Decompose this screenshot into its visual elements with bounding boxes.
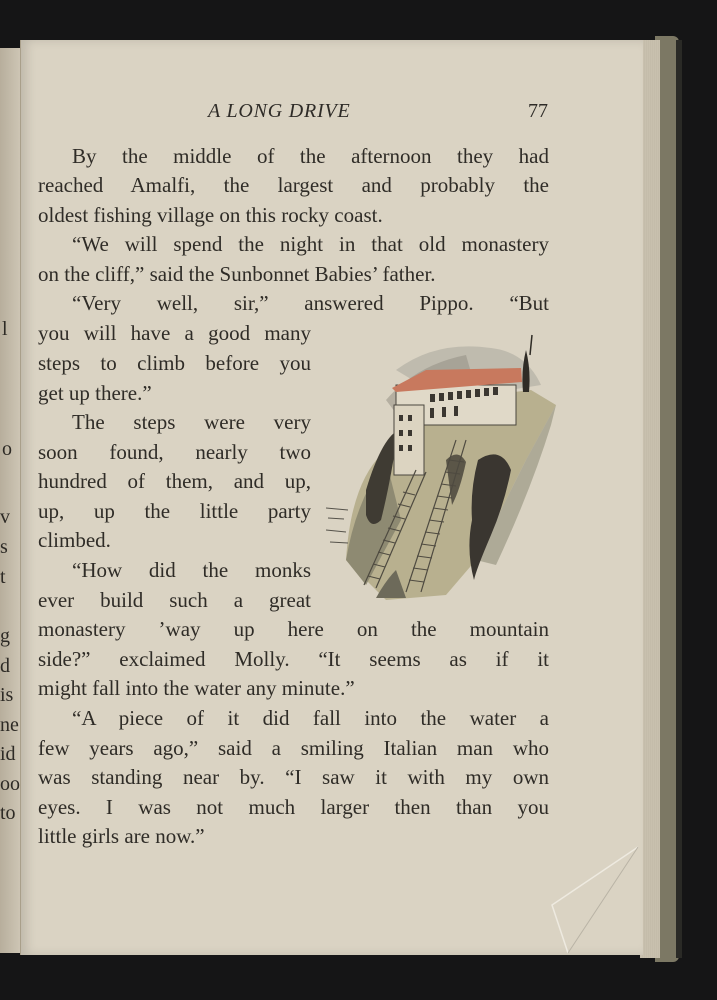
left-page-fragment: s: [0, 536, 8, 558]
left-page-fragment: o: [2, 438, 12, 460]
text-line: By the middle of the afternoon they had: [72, 144, 549, 168]
text-line: “How did the monks: [72, 558, 311, 582]
text-line: on the cliff,” said the Sunbonnet Babies’ father.: [38, 262, 436, 286]
text-line: you will have a good many: [38, 321, 311, 345]
left-page-fragment: t: [0, 566, 6, 588]
left-page-fragment: g: [0, 625, 10, 647]
text-line: side?” exclaimed Molly. “It seems as if it: [38, 647, 549, 671]
text-line: few years ago,” said a smiling Italian man who: [38, 736, 549, 760]
text-line: “Very well, sir,” answered Pippo. “But: [72, 291, 549, 315]
left-page-fragment: v: [0, 506, 10, 528]
left-page-fragment: to: [0, 802, 16, 824]
text-line: reached Amalfi, the largest and probably the: [38, 173, 549, 197]
text-line: little girls are now.”: [38, 824, 205, 848]
left-page-fragment: id: [0, 743, 16, 765]
left-page-fragment: l: [2, 318, 8, 340]
text-line: climbed.: [38, 528, 111, 552]
monastery-illustration: [326, 330, 558, 610]
page-number: 77: [528, 100, 548, 122]
text-line: get up there.”: [38, 381, 152, 405]
text-line: eyes. I was not much larger then than you: [38, 795, 549, 819]
text-line: The steps were very: [72, 410, 311, 434]
text-line: up, up the little party: [38, 499, 311, 523]
page-block-edge: [640, 40, 660, 958]
text-line: oldest fishing village on this rocky coast.: [38, 203, 383, 227]
text-line: might fall into the water any minute.”: [38, 676, 355, 700]
text-line: monastery ’way up here on the mountain: [38, 617, 549, 641]
text-line: hundred of them, and up,: [38, 469, 311, 493]
text-line: ever build such a great: [38, 588, 311, 612]
text-line: steps to climb before you: [38, 351, 311, 375]
running-head: A LONG DRIVE: [208, 100, 351, 122]
text-line: “A piece of it did fall into the water a: [72, 706, 549, 730]
cover-shadow: [676, 40, 682, 958]
text-line: soon found, nearly two: [38, 440, 311, 464]
text-line: “We will spend the night in that old monastery: [72, 232, 549, 256]
text-line: was standing near by. “I saw it with my own: [38, 765, 549, 789]
page-corner-fold: [548, 845, 640, 955]
left-page-fragment: ne: [0, 714, 19, 736]
left-page-fragment: oo: [0, 773, 20, 795]
left-page-fragment: d: [0, 655, 10, 677]
left-page-fragment: is: [0, 684, 14, 706]
